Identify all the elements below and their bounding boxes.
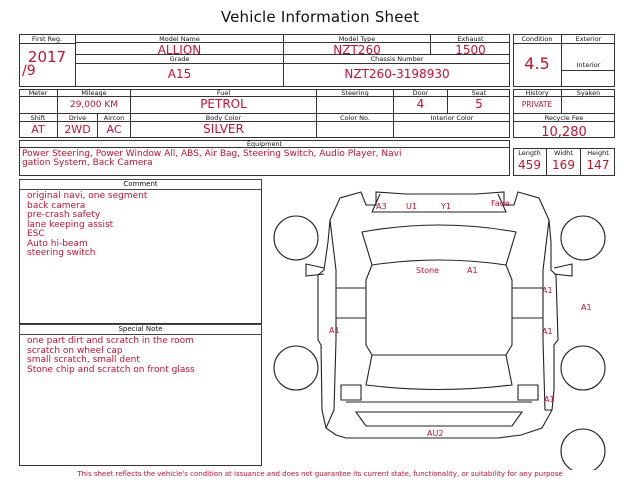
steering-label: Steering — [341, 89, 369, 97]
fuel-value: PETROL — [200, 97, 247, 111]
drive-label: Drive — [68, 114, 87, 122]
length-value: 459 — [518, 158, 541, 172]
exhaust-value: 1500 — [455, 43, 486, 57]
aircon-label: Aircon — [103, 114, 125, 122]
interior-color-label: Interior Color — [430, 114, 474, 122]
shift-value: AT — [31, 123, 45, 136]
mark-a1-left-door: A1 — [329, 326, 340, 335]
mark-fade: Fade — [491, 199, 510, 208]
grade-label: Grade — [169, 55, 190, 63]
disclaimer-footer: This sheet reflects the vehicle's condition at issuance and does not guarantee its current state, functionality, or suitability for any purpose — [77, 470, 563, 478]
drive-value: 2WD — [64, 123, 91, 136]
color-no-label: Color No. — [340, 114, 370, 122]
model-type-label: Model Type — [338, 35, 376, 43]
mark-a1-right-edge: A1 — [581, 303, 592, 312]
interior-label: Interior — [576, 61, 601, 69]
wheel-rear-right — [561, 346, 605, 390]
mileage-label: Mileage — [81, 89, 107, 97]
length-label: Length — [518, 149, 541, 157]
comment-header: Comment — [19, 179, 262, 190]
exhaust-label: Exhaust — [457, 35, 484, 43]
equipment-line-1: Power Steering, Power Window All, ABS, Air Bag, Steering Switch, Audio Player, Navi — [22, 149, 402, 159]
fuel-label: Fuel — [216, 89, 231, 97]
chassis-value: NZT260-3198930 — [344, 67, 450, 81]
mark-au2: AU2 — [427, 429, 444, 438]
door-value: 4 — [416, 97, 425, 111]
height-label: Height — [587, 149, 609, 157]
seat-value: 5 — [475, 97, 483, 111]
wheel-front-left — [274, 216, 318, 260]
special-note-header: Special Note — [19, 324, 262, 335]
first-reg-label: First Reg. — [31, 35, 63, 43]
recycle-fee-label: Recycle Fee — [544, 114, 584, 122]
aircon-value: AC — [106, 123, 122, 136]
mark-a1-right-door: A1 — [542, 327, 553, 336]
door-label: Door — [412, 89, 429, 97]
mileage-value: 29,000 KM — [69, 100, 119, 110]
page-title: Vehicle Information Sheet — [220, 8, 420, 26]
mark-y1: Y1 — [441, 202, 451, 211]
mark-stone: Stone — [416, 266, 440, 275]
car-damage-diagram — [266, 180, 616, 470]
comment-text: original navi, one segment back camera pre-crash safety lane keeping assist ESC Auto hi-beam steering switch — [27, 191, 148, 258]
width-value: 169 — [552, 158, 575, 172]
equipment-label: Equipment — [246, 140, 283, 148]
history-value: PRIVATE — [521, 100, 553, 109]
mark-u1: U1 — [406, 202, 417, 211]
recycle-fee-value: 10,280 — [541, 125, 587, 140]
model-name-label: Model Name — [159, 35, 200, 43]
mark-a1-roof: A1 — [467, 266, 478, 275]
condition-value: 4.5 — [524, 54, 550, 73]
syaken-label: Syaken — [576, 89, 601, 97]
width-label: Widht — [554, 149, 573, 157]
model-type-value: NZT260 — [333, 43, 381, 57]
mark-a3: A3 — [376, 202, 387, 211]
equipment-line-2: gation System, Back Camera — [22, 158, 153, 168]
model-name-value: ALLION — [157, 43, 202, 57]
mark-a1-right-rear: A1 — [544, 395, 555, 404]
first-reg-month: /9 — [22, 63, 36, 79]
wheel-front-right — [561, 216, 605, 260]
special-note-text: one part dirt and scratch in the room scratch on wheel cap small scratch, small dent Stone chip and scratch on front glass — [27, 336, 195, 375]
height-value: 147 — [586, 158, 610, 172]
first-reg-year: 2017 — [27, 48, 67, 66]
condition-label: Condition — [521, 35, 553, 43]
body-color-label: Body Color — [205, 114, 242, 122]
mark-a1-right-front: A1 — [542, 286, 553, 295]
chassis-label: Chassis Number — [370, 55, 424, 63]
grade-value: A15 — [167, 67, 192, 81]
exterior-label: Exterior — [575, 35, 602, 43]
spare-wheel — [561, 429, 605, 470]
wheel-rear-left — [274, 346, 318, 390]
meter-label: Meter — [28, 89, 48, 97]
history-label: History — [525, 89, 549, 97]
body-color-value: SILVER — [203, 122, 244, 136]
shift-label: Shift — [30, 114, 46, 122]
seat-label: Seat — [471, 89, 487, 97]
